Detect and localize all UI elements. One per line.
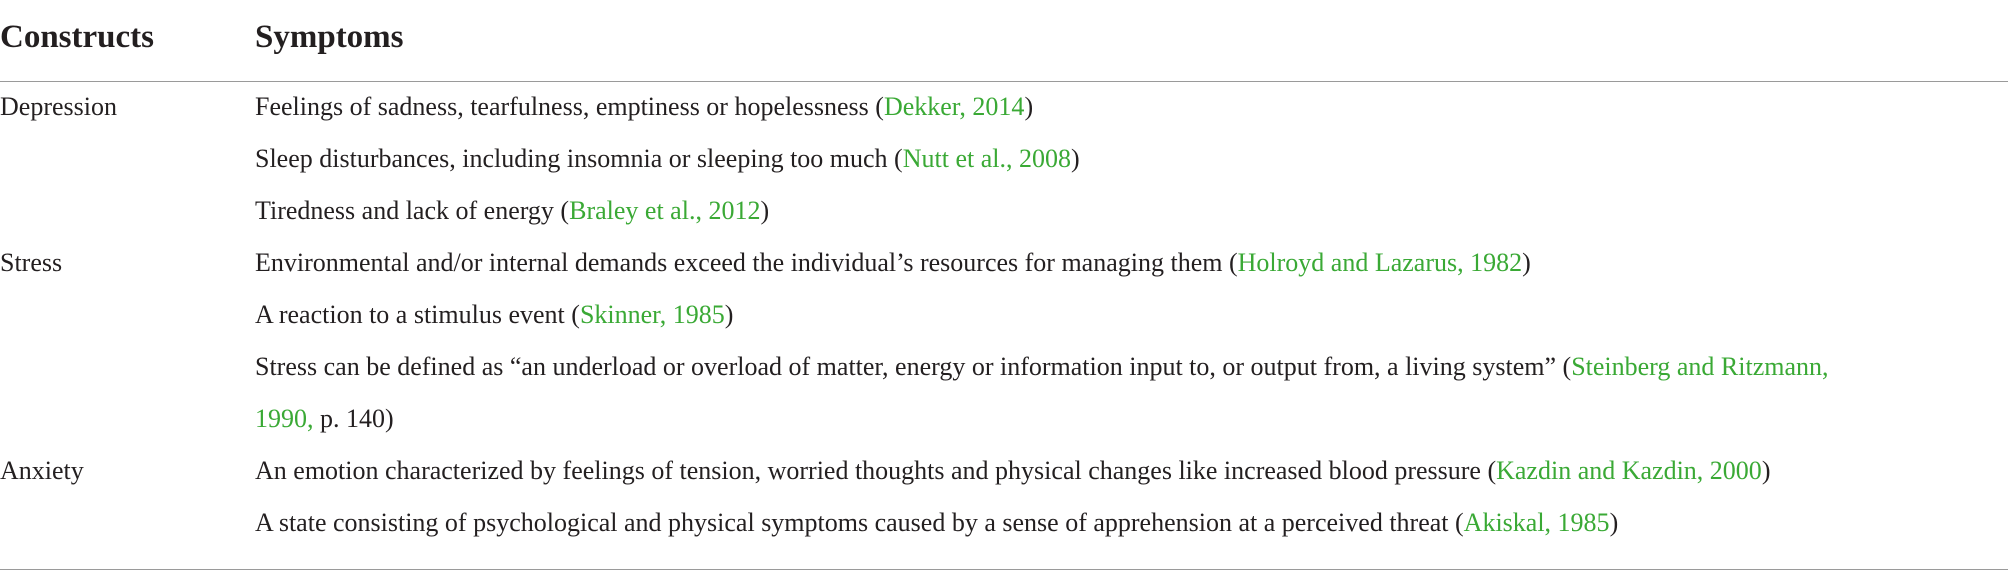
symptom-cell	[255, 404, 394, 434]
table-row	[0, 501, 2008, 553]
symptom-text: Tiredness and lack of energy (	[255, 196, 570, 225]
header-symptoms: Symptoms	[255, 19, 404, 55]
symptom-text: An emotion characterized by feelings of tension, worried thoughts and physical changes like increased blood pressure (	[255, 456, 1497, 485]
table-row	[0, 85, 2008, 137]
citation-link[interactable]: 1990,	[255, 404, 314, 433]
table-row-continuation	[0, 397, 2008, 449]
table-row	[0, 241, 2008, 293]
symptom-cell	[255, 92, 1033, 122]
symptom-text-end: )	[1609, 508, 1619, 537]
citation-link[interactable]: Akiskal, 1985	[1463, 508, 1610, 537]
symptom-cell	[255, 144, 1080, 174]
symptom-cell	[255, 300, 733, 330]
symptom-text-end: )	[1761, 456, 1771, 485]
symptom-cell	[255, 196, 769, 226]
symptom-text: A reaction to a stimulus event (	[255, 300, 580, 329]
symptom-text-end: )	[1024, 92, 1034, 121]
symptom-text: Feelings of sadness, tearfulness, emptiness or hopelessness (	[255, 92, 884, 121]
symptom-cell	[255, 248, 1531, 278]
construct-cell: Depression	[0, 92, 117, 121]
citation-link[interactable]: Nutt et al., 2008	[902, 144, 1071, 173]
construct-cell: Anxiety	[0, 456, 84, 485]
table-row	[0, 189, 2008, 241]
construct-cell: Stress	[0, 248, 63, 277]
citation-link[interactable]: Kazdin and Kazdin, 2000	[1496, 456, 1762, 485]
symptom-text: Sleep disturbances, including insomnia or sleeping too much (	[255, 144, 903, 173]
table-row	[0, 449, 2008, 501]
symptom-cell	[255, 456, 1770, 486]
symptom-text-end: )	[724, 300, 734, 329]
table-header	[0, 0, 2008, 82]
symptom-text-end: p. 140)	[313, 404, 394, 433]
table-body	[0, 82, 2008, 553]
citation-link[interactable]: Dekker, 2014	[883, 92, 1025, 121]
symptom-text: Stress can be defined as “an underload or overload of matter, energy or information input to, or output from, a living system” (	[255, 352, 1572, 381]
header-constructs: Constructs	[0, 19, 154, 55]
symptom-cell	[255, 508, 1618, 538]
citation-link[interactable]: Skinner, 1985	[579, 300, 725, 329]
symptom-text-end: )	[1070, 144, 1080, 173]
table-row	[0, 345, 2008, 397]
table-row	[0, 293, 2008, 345]
table-bottom-rule	[0, 569, 2008, 570]
citation-link[interactable]: Holroyd and Lazarus, 1982	[1237, 248, 1523, 277]
symptom-text-end: )	[760, 196, 770, 225]
table-row	[0, 137, 2008, 189]
symptom-text: A state consisting of psychological and physical symptoms caused by a sense of apprehension at a perceived threat (	[255, 508, 1464, 537]
symptom-cell	[255, 352, 1829, 382]
citation-link[interactable]: Steinberg and Ritzmann,	[1571, 352, 1829, 381]
symptom-text: Environmental and/or internal demands exceed the individual’s resources for managing them (	[255, 248, 1238, 277]
citation-link[interactable]: Braley et al., 2012	[569, 196, 761, 225]
symptom-text-end: )	[1522, 248, 1531, 277]
